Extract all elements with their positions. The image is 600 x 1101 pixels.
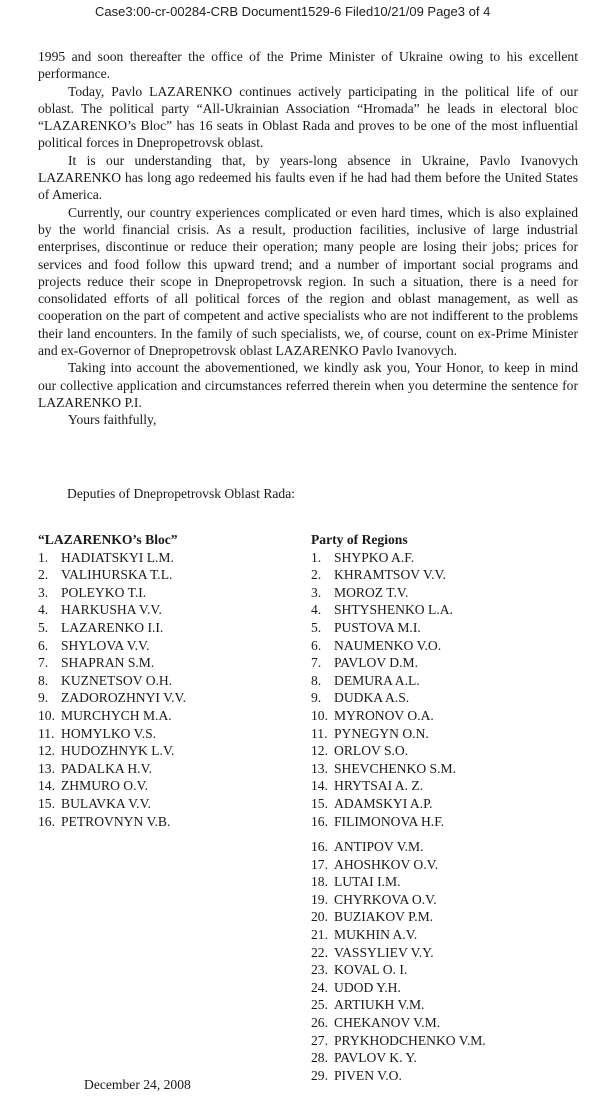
member-item [311,813,591,831]
member-number: 21. [311,927,328,943]
member-number: 4. [38,602,49,618]
member-number: 15. [38,795,55,811]
member-item [38,619,298,637]
member-item [311,654,591,672]
member-item [311,891,591,909]
member-name: SHEVCHENKO S.M. [334,760,456,776]
member-item [311,795,591,813]
member-list [311,549,591,831]
member-name: KUZNETSOV O.H. [61,672,173,688]
member-name: BUZIAKOV P.M. [334,909,434,925]
member-number: 10. [311,707,328,723]
member-number: 17. [311,856,328,872]
member-number: 6. [311,637,322,653]
member-number: 4. [311,602,322,618]
member-name: ZHMURO O.V. [61,778,148,794]
member-number: 7. [311,655,322,671]
member-number: 14. [311,778,328,794]
member-item [38,654,298,672]
closing-salutation: Yours faithfully, [68,412,157,428]
member-item [311,619,591,637]
member-number: 24. [311,979,328,995]
member-name: PRYKHODCHENKO V.M. [334,1032,486,1048]
member-item [38,672,298,690]
member-item [311,725,591,743]
member-name: ARTIUKH V.M. [334,997,425,1013]
member-name: PADALKA H.V. [61,760,153,776]
member-number: 8. [311,672,322,688]
list-gap [311,830,591,838]
member-item [38,584,298,602]
member-number: 16. [311,839,328,855]
member-item [311,760,591,778]
paragraph: Today, Pavlo LAZARENKO continues actively participating in the political life of our oblast. The political party “All-Ukrainian Association “Hromada” he leads in electoral bloc “LAZARENKO’s Bloc” has 16 seats in Oblast Rada and proves to be one of the most influential political forces in Dnepropetrovsk oblast. [38,83,578,151]
member-name: MYRONOV O.A. [334,707,434,723]
member-name: ORLOV S.O. [334,743,409,759]
member-name: BULAVKA V.V. [61,795,152,811]
paragraph: 1995 and soon thereafter the office of the Prime Minister of Ukraine owing to his excellent performance. [38,49,578,82]
member-name: ADAMSKYI A.P. [334,795,433,811]
member-number: 16. [311,813,328,829]
column-title: “LAZARENKO’s Bloc” [38,532,178,547]
member-name: PAVLOV D.M. [334,655,418,671]
member-item [311,1032,591,1050]
member-name: ANTIPOV V.M. [334,839,424,855]
member-name: DEMURA A.L. [334,672,420,688]
member-item [38,549,298,567]
member-item [38,795,298,813]
member-name: MOROZ T.V. [334,584,409,600]
member-number: 3. [38,584,49,600]
member-number: 3. [311,584,322,600]
member-item [38,777,298,795]
member-name: KHRAMTSOV V.V. [334,567,446,583]
member-number: 13. [38,760,55,776]
member-number: 2. [311,567,322,583]
member-number: 10. [38,707,55,723]
member-name: CHEKANOV V.M. [334,1015,441,1031]
member-item [311,979,591,997]
member-number: 12. [311,743,328,759]
member-name: MUKHIN A.V. [334,927,418,943]
member-number: 16. [38,813,55,829]
document-header: Case3:00-cr-00284-CRB Document1529-6 Filed10/21/09 Page3 of 4 [95,4,491,19]
member-item [311,689,591,707]
member-number: 27. [311,1032,328,1048]
member-number: 11. [311,725,328,741]
member-name: SHTYSHENKO L.A. [334,602,453,618]
member-number: 19. [311,891,328,907]
member-item [311,1014,591,1032]
member-name: PAVLOV K. Y. [334,1050,417,1066]
member-name: LUTAI I.M. [334,874,401,890]
member-item [311,549,591,567]
paragraph: Currently, our country experiences complicated or even hard times, which is also explained by the world financial crisis. As a result, production facilities, inclusive of large industrial enterprises, discontinue or reduce their operation; many people are losing their jobs; prices for services and food follow this upward trend; and a number of important social programs and projects reduce their scope in Dnepropetrovsk region. In such a situation, there is a need for consolidated efforts of all political forces of the region and oblast management, as well as cooperation on the part of competent and active specialists who are not indifferent to the problems their land encounters. In the family of such specialists, we, of course, count on ex-Prime Minister and ex-Governor of Dnepropetrovsk oblast LAZARENKO Pavlo Ivanovych. [38,204,578,359]
letter-body [38,48,578,429]
member-number: 18. [311,874,328,890]
member-name: SHYPKO A.F. [334,549,415,565]
member-number: 1. [311,549,322,565]
member-item [38,725,298,743]
member-number: 25. [311,997,328,1013]
member-name: CHYRKOVA O.V. [334,891,437,907]
member-item [38,601,298,619]
member-number: 8. [38,672,49,688]
member-number: 5. [311,619,322,635]
member-item [311,873,591,891]
member-item [38,742,298,760]
member-number: 20. [311,909,328,925]
member-item [311,566,591,584]
member-number: 11. [38,725,55,741]
member-item [38,760,298,778]
member-name: UDOD Y.H. [334,979,401,995]
member-item [311,584,591,602]
member-number: 13. [311,760,328,776]
member-item [311,838,591,856]
member-number: 9. [38,690,49,706]
member-name: PIVEN V.O. [334,1067,402,1083]
member-item [311,926,591,944]
member-item [311,908,591,926]
member-name: ZADOROZHNYI V.V. [61,690,186,706]
member-item [311,777,591,795]
member-item [38,566,298,584]
member-number: 12. [38,743,55,759]
member-number: 5. [38,619,49,635]
paragraph: Taking into account the abovementioned, we kindly ask you, Your Honor, to keep in mind our collective application and circumstances referred therein when you determine the sentence for LAZARENKO P.I. [38,360,578,410]
member-item [311,637,591,655]
member-item [311,961,591,979]
member-name: MURCHYCH M.A. [61,707,172,723]
member-number: 1. [38,549,49,565]
member-name: HUDOZHNYK L.V. [61,743,175,759]
member-name: PYNEGYN O.N. [334,725,429,741]
member-list-continued [311,838,591,1084]
member-name: VASSYLIEV V.Y. [334,944,434,960]
member-number: 7. [38,655,49,671]
paragraph: It is our understanding that, by years-long absence in Ukraine, Pavlo Ivanovych LAZARENKO has long ago redeemed his faults even if he had had them before the United States of America. [38,152,578,203]
member-name: SHYLOVA V.V. [61,637,150,653]
member-name: PETROVNYN V.B. [61,813,171,829]
member-item [38,689,298,707]
member-name: PUSTOVA M.I. [334,619,421,635]
member-number: 15. [311,795,328,811]
member-name: FILIMONOVA H.F. [334,813,445,829]
member-item [311,856,591,874]
member-item [38,637,298,655]
party-of-regions-column [311,531,591,1084]
member-item [311,672,591,690]
member-number: 22. [311,944,328,960]
member-name: DUDKA A.S. [334,690,410,706]
member-number: 2. [38,567,49,583]
member-name: LAZARENKO I.I. [61,619,164,635]
member-name: HARKUSHA V.V. [61,602,162,618]
member-name: SHAPRAN S.M. [61,655,155,671]
member-item [311,1067,591,1085]
member-name: HRYTSAI A. Z. [334,778,424,794]
member-item [311,944,591,962]
member-item [311,707,591,725]
member-name: NAUMENKO V.O. [334,637,442,653]
member-number: 9. [311,690,322,706]
member-name: KOVAL O. I. [334,962,408,978]
member-item [38,707,298,725]
member-name: HADIATSKYI L.M. [61,549,174,565]
lazarenko-bloc-column [38,531,298,830]
member-number: 28. [311,1050,328,1066]
member-number: 29. [311,1067,328,1083]
member-number: 14. [38,778,55,794]
member-item [38,813,298,831]
member-name: AHOSHKOV O.V. [334,856,439,872]
member-list [38,549,298,831]
member-item [311,996,591,1014]
member-number: 6. [38,637,49,653]
member-item [311,742,591,760]
letter-date: December 24, 2008 [84,1077,191,1092]
member-name: POLEYKO T.I. [61,584,147,600]
member-number: 26. [311,1015,328,1031]
member-name: VALIHURSKA T.L. [61,567,173,583]
deputies-heading: Deputies of Dnepropetrovsk Oblast Rada: [67,486,296,501]
member-item [311,1049,591,1067]
member-name: HOMYLKO V.S. [61,725,157,741]
column-title: Party of Regions [311,532,408,547]
member-number: 23. [311,962,328,978]
member-item [311,601,591,619]
